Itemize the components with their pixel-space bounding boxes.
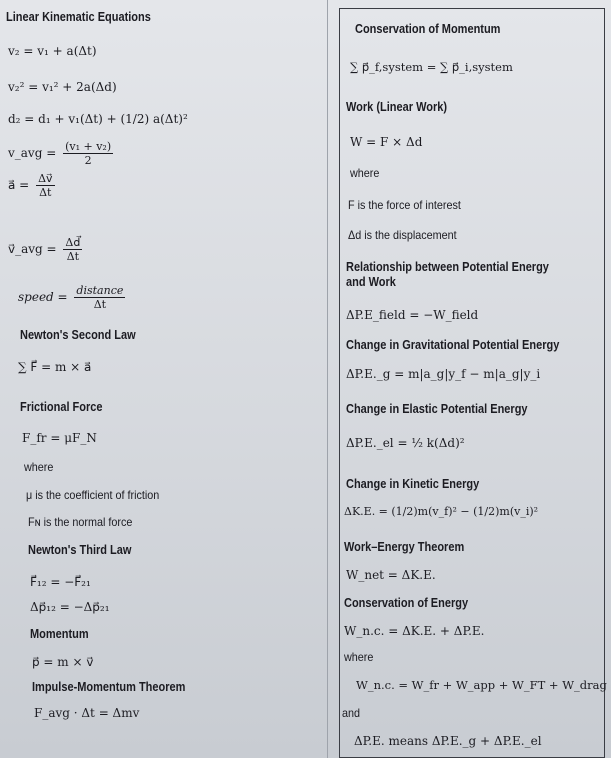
- kinematic-eq-3: d₂ = d₁ + v₁(Δt) + (1/2) a(Δt)²: [8, 112, 188, 126]
- elastic-pe-title: Change in Elastic Potential Energy: [346, 402, 528, 416]
- friction-where: where: [24, 460, 54, 474]
- momentum-eq: p⃗ = m × v⃗: [32, 655, 94, 669]
- coe-title: Conservation of Energy: [344, 596, 469, 610]
- kinetic-eq: ΔK.E. = (1/2)m(v_f)² − (1/2)m(v_i)²: [344, 505, 539, 518]
- avg-velocity-numerator: Δd⃗: [65, 236, 81, 249]
- right-column-box: [339, 8, 605, 758]
- pe-means-eq: ΔP.E. means ΔP.E._g + ΔP.E._el: [354, 734, 542, 748]
- avg-velocity-eq: [8, 236, 85, 263]
- acceleration-fraction: [36, 172, 54, 199]
- acceleration-eq: [8, 172, 58, 199]
- newton2-eq: ∑ F⃗ = m × a⃗: [18, 360, 92, 374]
- speed-eq: [18, 284, 128, 311]
- kinematics-title: Linear Kinematic Equations: [6, 10, 151, 24]
- impulse-eq: F_avg · Δt = Δmv: [34, 706, 140, 720]
- pe-work-title-line1: Relationship between Potential Energy: [346, 260, 549, 274]
- acceleration-lhs: a⃗ =: [8, 178, 30, 192]
- force-definition: F is the force of interest: [348, 198, 461, 212]
- avg-velocity-denominator: Δt: [66, 250, 80, 263]
- column-divider: [327, 0, 328, 758]
- avg-speed-fraction: [63, 140, 113, 167]
- speed-fraction: [74, 284, 125, 311]
- wet-title: Work–Energy Theorem: [344, 540, 465, 554]
- speed-numerator: distance: [76, 284, 124, 297]
- acceleration-numerator: Δv⃗: [38, 172, 53, 185]
- avg-speed-lhs: v_avg =: [8, 146, 57, 160]
- speed-lhs: speed =: [18, 290, 68, 304]
- wnc-eq: W_n.c. = W_fr + W_app + W_FT + W_drag: [356, 678, 607, 692]
- avg-speed-eq: [8, 140, 116, 167]
- pe-work-title-line2: and Work: [346, 275, 396, 289]
- kinematic-eq-2: v₂² = v₁² + 2a(Δd): [8, 80, 117, 94]
- grav-pe-eq: ΔP.E._g = m|a_g|y_f − m|a_g|y_i: [346, 367, 541, 381]
- normal-force-definition: Fɴ is the normal force: [28, 515, 133, 529]
- grav-pe-title: Change in Gravitational Potential Energy: [346, 338, 560, 352]
- work-eq: W = F × Δd: [350, 135, 423, 149]
- newton2-title: Newton's Second Law: [20, 328, 136, 342]
- avg-speed-numerator: (v₁ + v₂): [65, 140, 112, 153]
- pe-work-eq: ΔP.E_field = −W_field: [346, 308, 479, 322]
- elastic-pe-eq: ΔP.E._el = ½ k(Δd)²: [346, 436, 465, 450]
- avg-speed-denominator: 2: [84, 154, 92, 167]
- wet-eq: W_net = ΔK.E.: [346, 568, 436, 582]
- com-title: Conservation of Momentum: [355, 22, 501, 36]
- friction-title: Frictional Force: [20, 400, 103, 414]
- avg-velocity-lhs: v⃗_avg =: [8, 242, 57, 256]
- coe-eq: W_n.c. = ΔK.E. + ΔP.E.: [344, 624, 485, 638]
- work-where: where: [350, 166, 380, 180]
- newton3-eq-1: F⃗₁₂ = −F⃗₂₁: [30, 575, 91, 589]
- impulse-title: Impulse-Momentum Theorem: [32, 680, 186, 694]
- newton3-eq-2: Δp⃗₁₂ = −Δp⃗₂₁: [30, 600, 110, 614]
- kinetic-title: Change in Kinetic Energy: [346, 477, 480, 491]
- displacement-definition: Δd is the displacement: [348, 228, 457, 242]
- work-title: Work (Linear Work): [346, 100, 448, 114]
- speed-denominator: Δt: [93, 298, 107, 311]
- acceleration-denominator: Δt: [39, 186, 52, 199]
- avg-velocity-fraction: [63, 236, 82, 263]
- friction-eq: F_fr = μF_N: [22, 431, 97, 445]
- and-text: and: [342, 706, 361, 720]
- momentum-title: Momentum: [30, 627, 89, 641]
- newton3-title: Newton's Third Law: [28, 543, 132, 557]
- coe-where: where: [344, 650, 374, 664]
- mu-definition: μ is the coefficient of friction: [26, 488, 160, 502]
- kinematic-eq-1: v₂ = v₁ + a(Δt): [8, 44, 97, 58]
- com-eq: ∑ p⃗_f,system = ∑ p⃗_i,system: [350, 60, 513, 74]
